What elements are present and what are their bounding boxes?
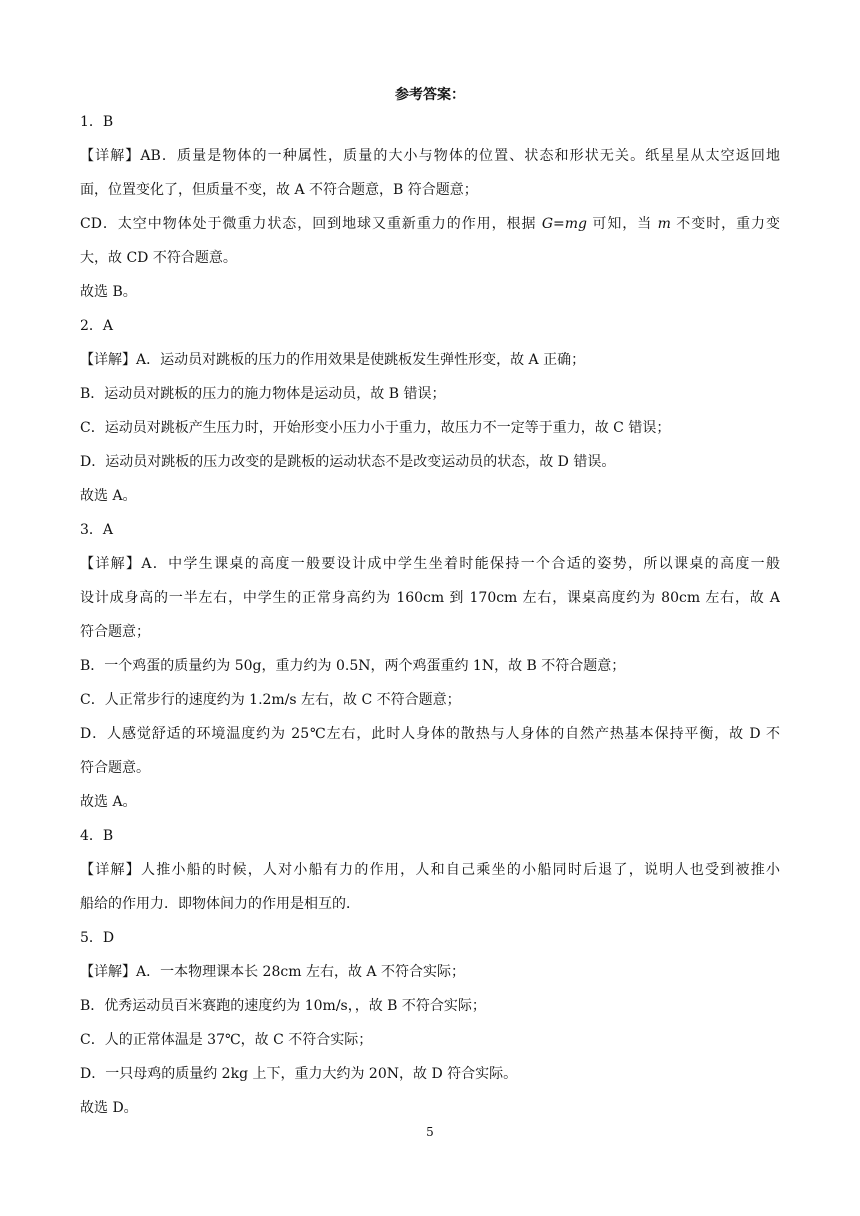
q5-explanation-line: B．优秀运动员百米赛跑的速度约为 10m/s，，故 B 不符合实际； (80, 998, 486, 1014)
variable: m (657, 216, 671, 232)
q2-explanation-line: C．运动员对跳板产生压力时，开始形变小压力小于重力，故压力不一定等于重力，故 C 错误； (80, 420, 671, 436)
q3-explanation-line: 符合题意； (80, 624, 150, 640)
formula: G=mg (541, 216, 587, 232)
answer-content (80, 110, 780, 1130)
page-title: 参考答案： (395, 87, 465, 103)
q3-choice: 故选 A。 (80, 794, 137, 810)
q3-explanation-line: 符合题意。 (80, 760, 150, 776)
q2-explanation-line: B．运动员对跳板的压力的施力物体是运动员，故 B 错误； (80, 386, 446, 402)
q1-text-segment: 不变时，重力变 (670, 216, 780, 232)
answer-5: 5．D (80, 930, 115, 946)
page-number: 5 (426, 1125, 434, 1139)
q2-explanation-line: 【详解】A．运动员对跳板的压力的作用效果是使跳板发生弹性形变，故 A 正确； (80, 352, 586, 368)
answer-4: 4．B (80, 828, 114, 844)
q3-explanation-line: D．人感觉舒适的环境温度约为 25℃左右，此时人身体的散热与人身体的自然产热基本保持平衡，故 D 不 (80, 726, 780, 742)
answer-2: 2．A (80, 318, 114, 334)
q3-explanation-line: 【详解】A．中学生课桌的高度一般要设计成中学生坐着时能保持一个合适的姿势，所以课桌的高度一般 (80, 556, 780, 572)
q4-explanation-line: 船给的作用力．即物体间力的作用是相互的． (80, 896, 360, 912)
q5-explanation-line: D．一只母鸡的质量约 2kg 上下，重力大约为 20N，故 D 符合实际。 (80, 1066, 518, 1082)
q1-explanation-line: 【详解】AB．质量是物体的一种属性，质量的大小与物体的位置、状态和形状无关。纸星星从太空返回地 (80, 148, 780, 164)
q1-choice: 故选 B。 (80, 284, 137, 300)
q1-explanation-line: 大，故 CD 不符合题意。 (80, 250, 237, 266)
q3-explanation-line: 设计成身高的一半左右，中学生的正常身高约为 160cm 到 170cm 左右，课桌高度约为 80cm 左右，故 A (80, 590, 780, 606)
q4-explanation-line: 【详解】人推小船的时候，人对小船有力的作用，人和自己乘坐的小船同时后退了，说明人也受到被推小 (80, 862, 780, 878)
q1-text-segment: CD．太空中物体处于微重力状态，回到地球又重新重力的作用，根据 (80, 216, 542, 232)
q1-text-segment: 可知，当 (587, 216, 658, 232)
answer-3: 3．A (80, 522, 114, 538)
answer-1: 1．B (80, 114, 114, 130)
q5-choice: 故选 D。 (80, 1100, 138, 1116)
q5-explanation-line: C．人的正常体温是 37℃，故 C 不符合实际； (80, 1032, 373, 1048)
q3-explanation-line: B．一个鸡蛋的质量约为 50g，重力约为 0.5N，两个鸡蛋重约 1N，故 B 不符合题意； (80, 658, 626, 674)
q2-choice: 故选 A。 (80, 488, 137, 504)
q3-explanation-line: C．人正常步行的速度约为 1.2m/s 左右，故 C 不符合题意； (80, 692, 461, 708)
q1-explanation-line: 面，位置变化了，但质量不变，故 A 不符合题意，B 符合题意； (80, 182, 478, 198)
q5-explanation-line: 【详解】A．一本物理课本长 28cm 左右，故 A 不符合实际； (80, 964, 465, 980)
q2-explanation-line: D．运动员对跳板的压力改变的是跳板的运动状态不是改变运动员的状态，故 D 错误。 (80, 454, 616, 470)
q1-explanation-line (80, 212, 780, 246)
